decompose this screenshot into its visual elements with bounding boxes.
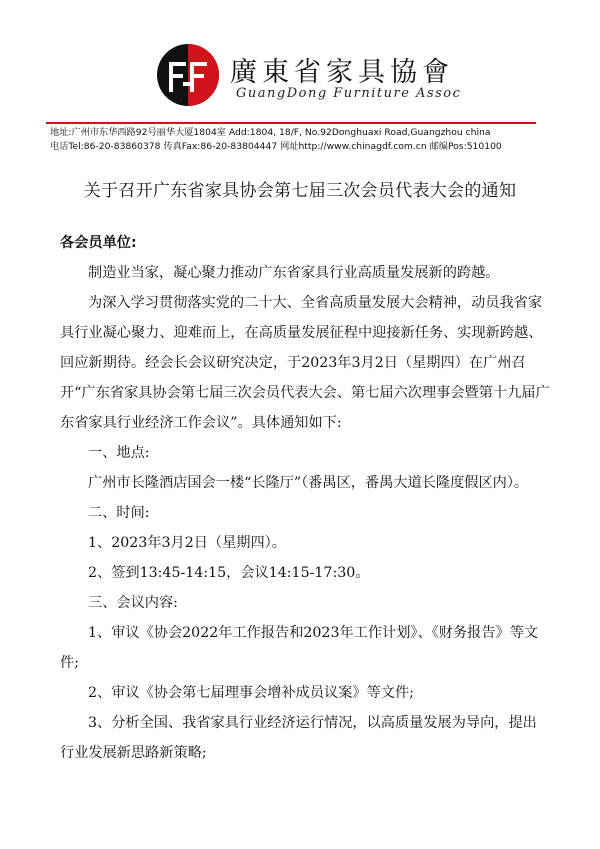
contact-line: 电话Tel:86-20-83860378 传真Fax:86-20-83804447 网址http://www.chinagdf.com.cn 邮编Pos:510100 bbox=[50, 141, 502, 152]
section-heading-time: 二、时间: bbox=[88, 505, 150, 521]
letterhead bbox=[0, 0, 600, 160]
section-heading-content: 三、会议内容: bbox=[88, 595, 178, 611]
content-item: 2、审议《协会第七届理事会增补成员议案》等文件; bbox=[88, 685, 414, 701]
address-line: 地址:广州市东华西路92号丽华大厦1804室 Add:1804, 18/F, No.92Donghuaxi Road,Guangzhou china bbox=[50, 127, 491, 138]
content-item: 1、审议《协会2022年工作报告和2023年工作计划》、《财务报告》等文件; bbox=[60, 625, 539, 671]
association-logo bbox=[155, 42, 221, 108]
time-item: 2、签到13:45-14:15，会议14:15-17:30。 bbox=[88, 565, 370, 581]
section-heading-location: 一、地点: bbox=[88, 445, 150, 461]
content-item: 3、分析全国、我省家具行业经济运行情况，以高质量发展为导向，提出行业发展新思路新策略; bbox=[60, 715, 537, 761]
org-name-chinese: 廣東省家具協會 bbox=[230, 57, 454, 88]
org-name-english: GuangDong Furniture Assoc bbox=[236, 86, 462, 101]
salutation: 各会员单位: bbox=[60, 235, 137, 251]
document-title: 关于召开广东省家具协会第七届三次会员代表大会的通知 bbox=[83, 181, 517, 201]
paragraph-main: 为深入学习贯彻落实党的二十大、全省高质量发展大会精神，动员我省家具行业凝心聚力、迎难而上，在高质量发展征程中迎接新任务、实现新跨越、回应新期待。经会长会议研究决定，于2023年3月2日（星期四）在广州召开“广东省家具协会第七届三次会员代表大会、第七届六次理事会暨第十九届广东省家具行业经济工作会议”。具体通知如下: bbox=[60, 295, 550, 431]
location-text: 广州市长隆酒店国会一楼“长隆厅”（番禺区，番禺大道长隆度假区内）。 bbox=[88, 475, 529, 491]
paragraph-intro: 制造业当家，凝心聚力推动广东省家具行业高质量发展新的跨越。 bbox=[88, 265, 500, 281]
document-body bbox=[60, 228, 550, 768]
letterhead-divider bbox=[46, 122, 536, 124]
time-item: 1、2023年3月2日（星期四）。 bbox=[88, 535, 286, 551]
